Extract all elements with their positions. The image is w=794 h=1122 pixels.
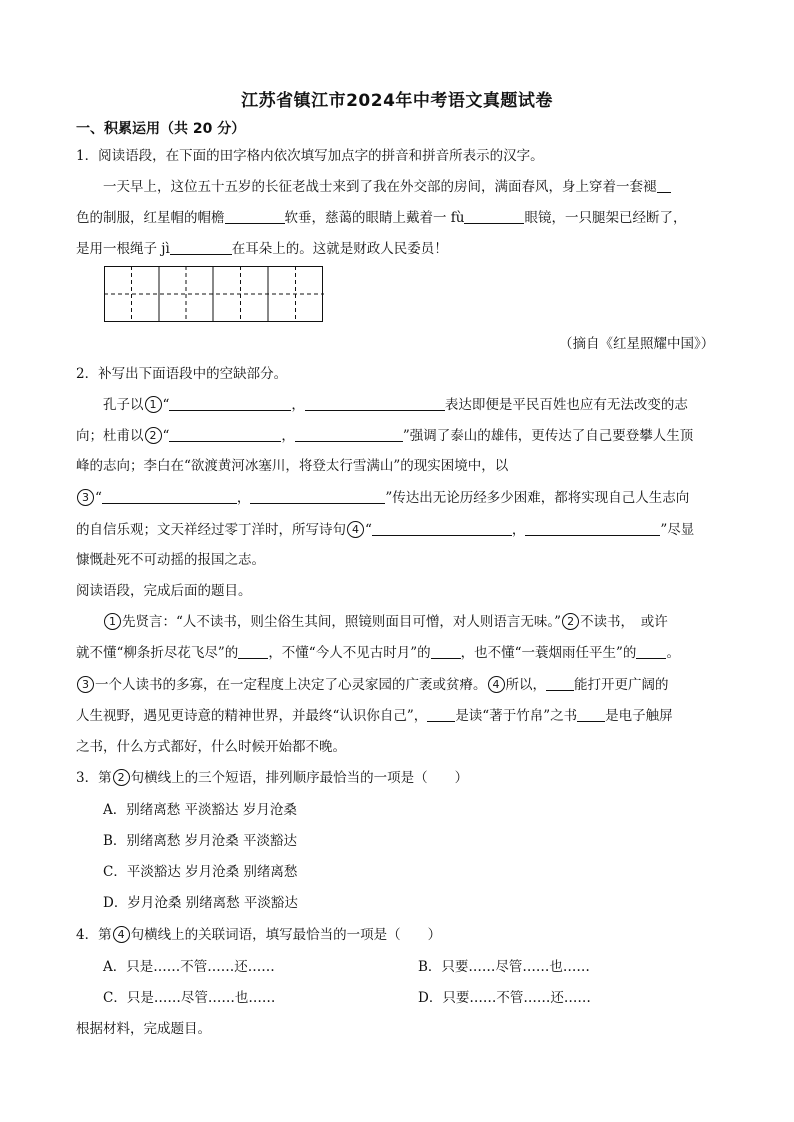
q2-line-2: 向；杜甫以 2 “ ， ”强调了泰山的雄伟，更传达了自己要登攀人生顶 [76, 428, 694, 444]
blank[interactable] [170, 239, 232, 255]
q4-option-b[interactable]: B．只要……尽管……也…… [418, 959, 590, 975]
q1-text-line-2: 色的制服，红星帽的帽檐 软垂，慈蔼的眼睛上戴着一 fù 眼镜，一只腿架已经断了， [76, 210, 687, 226]
circled-number: 3 [77, 489, 94, 506]
blank[interactable] [169, 395, 291, 411]
blank[interactable] [431, 643, 461, 659]
passage-line-3: 3 一个人读书的多寡，在一定程度上决定了心灵家园的广袤或贫瘠。 4 所以， 能打开更广阔的 [76, 675, 669, 695]
q2-line-4: 3 “ ， ”传达出无论历经多少困难，都将实现自己人生志向 [76, 488, 689, 508]
blank[interactable] [657, 177, 671, 193]
blank[interactable] [636, 643, 666, 659]
blank[interactable] [372, 520, 512, 536]
blank[interactable] [546, 675, 574, 691]
circled-number: 4 [347, 521, 364, 538]
q1-stem: 1．阅读语段，在下面的田字格内依次填写加点字的拼音和拼音所表示的汉字。 [76, 148, 544, 164]
section-heading: 一、积累运用（共 20 分） [76, 121, 246, 137]
q2-stem: 2．补写出下面语段中的空缺部分。 [76, 366, 288, 382]
blank[interactable] [464, 208, 524, 224]
passage-intro: 阅读语段，完成后面的题目。 [76, 583, 252, 599]
q2-line-3: 峰的志向；李白在“欲渡黄河冰塞川，将登太行雪满山”的现实困境中，以 [76, 458, 509, 474]
circled-number: 4 [113, 926, 130, 943]
closing-instruction: 根据材料，完成题目。 [76, 1021, 211, 1037]
passage-line-4: 人生视野，遇见更诗意的精神世界，并最终“认识你自己”， 是读“著于竹帛”之书 是电子触屏 [76, 708, 673, 724]
q2-line-5: 的自信乐观；文天祥经过零丁洋时，所写诗句 4 “ ， ”尽显 [76, 522, 695, 538]
blank[interactable] [295, 426, 403, 442]
blank[interactable] [102, 488, 237, 504]
circled-number: 4 [488, 676, 505, 693]
blank[interactable] [225, 208, 285, 224]
tianzige-grid[interactable] [104, 266, 324, 322]
q3-option-a[interactable]: A．别绪离愁 平淡豁达 岁月沧桑 [103, 802, 297, 818]
blank[interactable] [169, 426, 281, 442]
q4-option-a[interactable]: A．只是……不管……还…… [103, 959, 275, 975]
blank[interactable] [525, 520, 660, 536]
circled-number: 1 [145, 396, 162, 413]
q4-stem: 4．第 4 句横线上的关联词语，填写最恰当的一项是（ ） [76, 927, 442, 943]
circled-number: 2 [113, 769, 130, 786]
q4-option-d[interactable]: D．只要……不管……还…… [418, 990, 591, 1006]
passage-line-1: 1 先贤言：“人不读书，则尘俗生其间，照镜则面目可憎，对人则语言无味。” 2 不读书， 或许 [103, 612, 668, 632]
circled-number: 1 [104, 613, 121, 630]
passage-line-5: 之书，什么方式都好，什么时候开始都不晚。 [76, 739, 346, 755]
q3-stem: 3．第 2 句横线上的三个短语，排列顺序最恰当的一项是（ ） [76, 770, 469, 786]
q2-line-6: 慷慨赴死不可动摇的报国之志。 [76, 552, 265, 568]
source-citation: （摘自《红星照耀中国》） [559, 336, 715, 352]
blank[interactable] [305, 395, 445, 411]
circled-number: 2 [145, 427, 162, 444]
blank[interactable] [250, 488, 385, 504]
q4-option-c[interactable]: C．只是……尽管……也…… [103, 990, 276, 1006]
q1-text-line-3: 是用一根绳子 jì 在耳朵上的。这就是财政人民委员！ [76, 241, 448, 257]
blank[interactable] [427, 706, 455, 722]
q2-line-1: 孔子以 1 “ ， 表达即便是平民百姓也应有无法改变的志 [103, 397, 688, 413]
page-title: 江苏省镇江市2024年中考语文真题试卷 [241, 91, 553, 111]
blank[interactable] [577, 706, 605, 722]
circled-number: 3 [77, 676, 94, 693]
q3-option-d[interactable]: D．岁月沧桑 别绪离愁 平淡豁达 [103, 895, 298, 911]
q1-text-line-1: 一天早上，这位五十五岁的长征老战士来到了我在外交部的房间，满面春风，身上穿着一套褪 [103, 177, 671, 197]
q3-option-c[interactable]: C．平淡豁达 岁月沧桑 别绪离愁 [103, 864, 298, 880]
blank[interactable] [238, 643, 268, 659]
q3-option-b[interactable]: B．别绪离愁 岁月沧桑 平淡豁达 [103, 833, 298, 849]
passage-line-2: 就不懂“柳条折尽花飞尽”的 ，不懂“今人不见古时月”的 ，也不懂“一蓑烟雨任平生”的 。 [76, 645, 680, 661]
circled-number: 2 [562, 613, 579, 630]
